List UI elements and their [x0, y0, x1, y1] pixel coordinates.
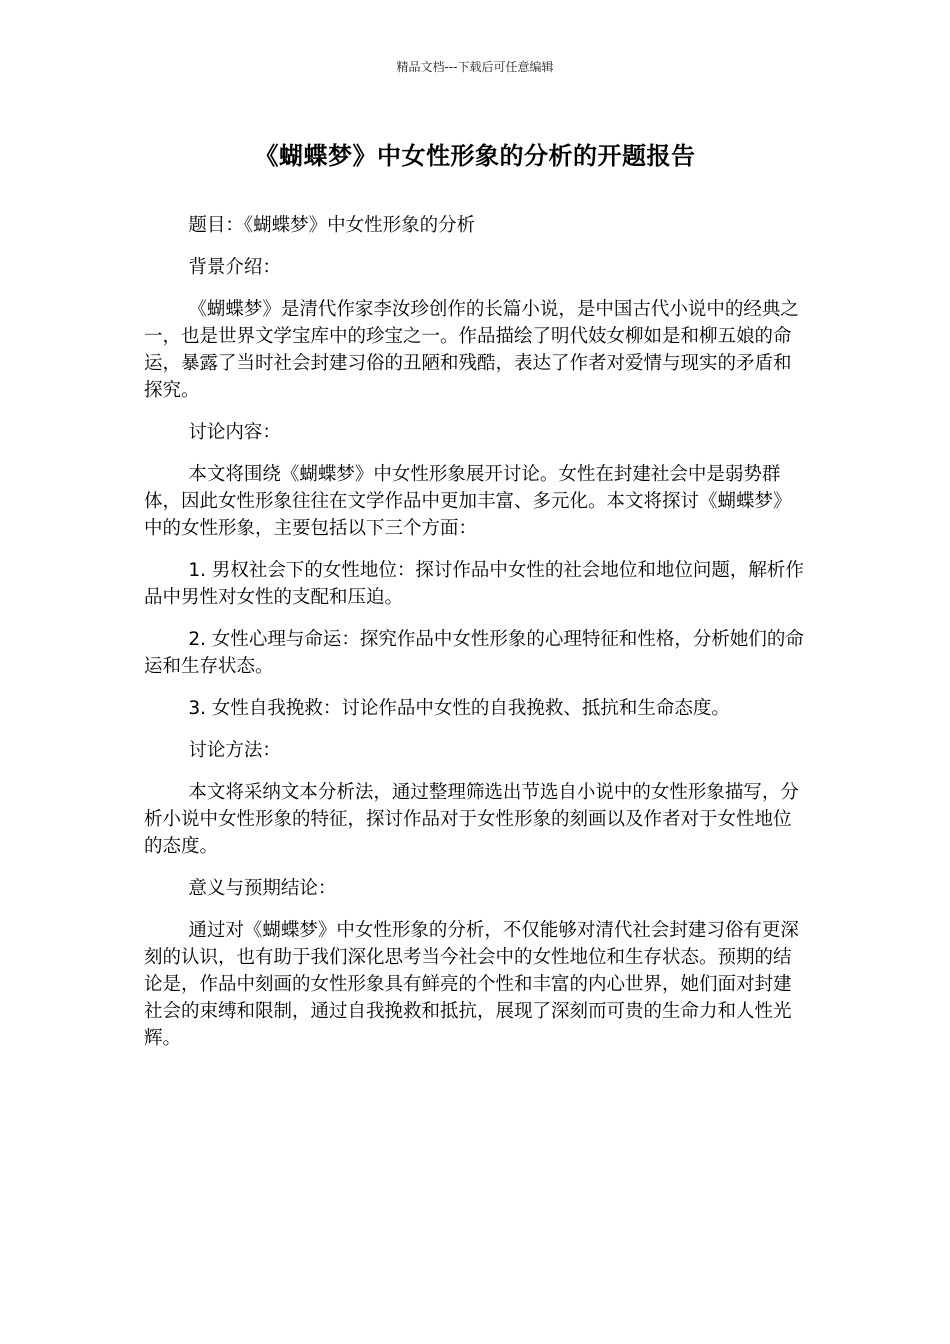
background-label: 背景介绍：: [188, 257, 281, 278]
document-body: [144, 212, 809, 1067]
discussion-point-1: 1. 男权社会下的女性地位：探讨作品中女性的社会地位和地位问题，解析作品中男性对女性的支配和压迫。: [144, 560, 804, 608]
background-paragraph: 《蝴蝶梦》是清代作家李汝珍创作的长篇小说，是中国古代小说中的经典之一，也是世界文学宝库中的珍宝之一。作品描绘了明代妓女柳如是和柳五娘的命运，暴露了当时社会封建习俗的丑陋和残酷，表达了作者对爱情与现实的矛盾和探究。: [144, 299, 799, 401]
discussion-label: 讨论内容：: [188, 422, 281, 443]
method-label: 讨论方法：: [188, 740, 281, 761]
significance-label: 意义与预期结论：: [188, 878, 337, 899]
discussion-point-3: 3. 女性自我挽救：讨论作品中女性的自我挽救、抵抗和生命态度。: [188, 698, 730, 719]
topic-line: 题目：《蝴蝶梦》中女性形象的分析: [188, 215, 476, 236]
document-title: 《蝴蝶梦》中女性形象的分析的开题报告: [254, 142, 696, 170]
significance-paragraph: 通过对《蝴蝶梦》中女性形象的分析，不仅能够对清代社会封建习俗有更深刻的认识，也有助于我们深化思考当今社会中的女性地位和生存状态。预期的结论是，作品中刻画的女性形象具有鲜亮的个性和丰富的内心世界，她们面对封建社会的束缚和限制，通过自我挽救和抵抗，展现了深刻而可贵的生命力和人性光辉。: [144, 920, 799, 1049]
header-note: 精品文档---下载后可任意编辑: [396, 60, 554, 74]
discussion-paragraph: 本文将围绕《蝴蝶梦》中女性形象展开讨论。女性在封建社会中是弱势群体，因此女性形象往往在文学作品中更加丰富、多元化。本文将探讨《蝴蝶梦》中的女性形象，主要包括以下三个方面：: [144, 464, 792, 539]
discussion-point-2: 2. 女性心理与命运：探究作品中女性形象的心理特征和性格，分析她们的命运和生存状态。: [144, 629, 804, 677]
method-paragraph: 本文将采纳文本分析法，通过整理筛选出节选自小说中的女性形象描写，分析小说中女性形象的特征，探讨作品对于女性形象的刻画以及作者对于女性地位的态度。: [144, 782, 799, 857]
